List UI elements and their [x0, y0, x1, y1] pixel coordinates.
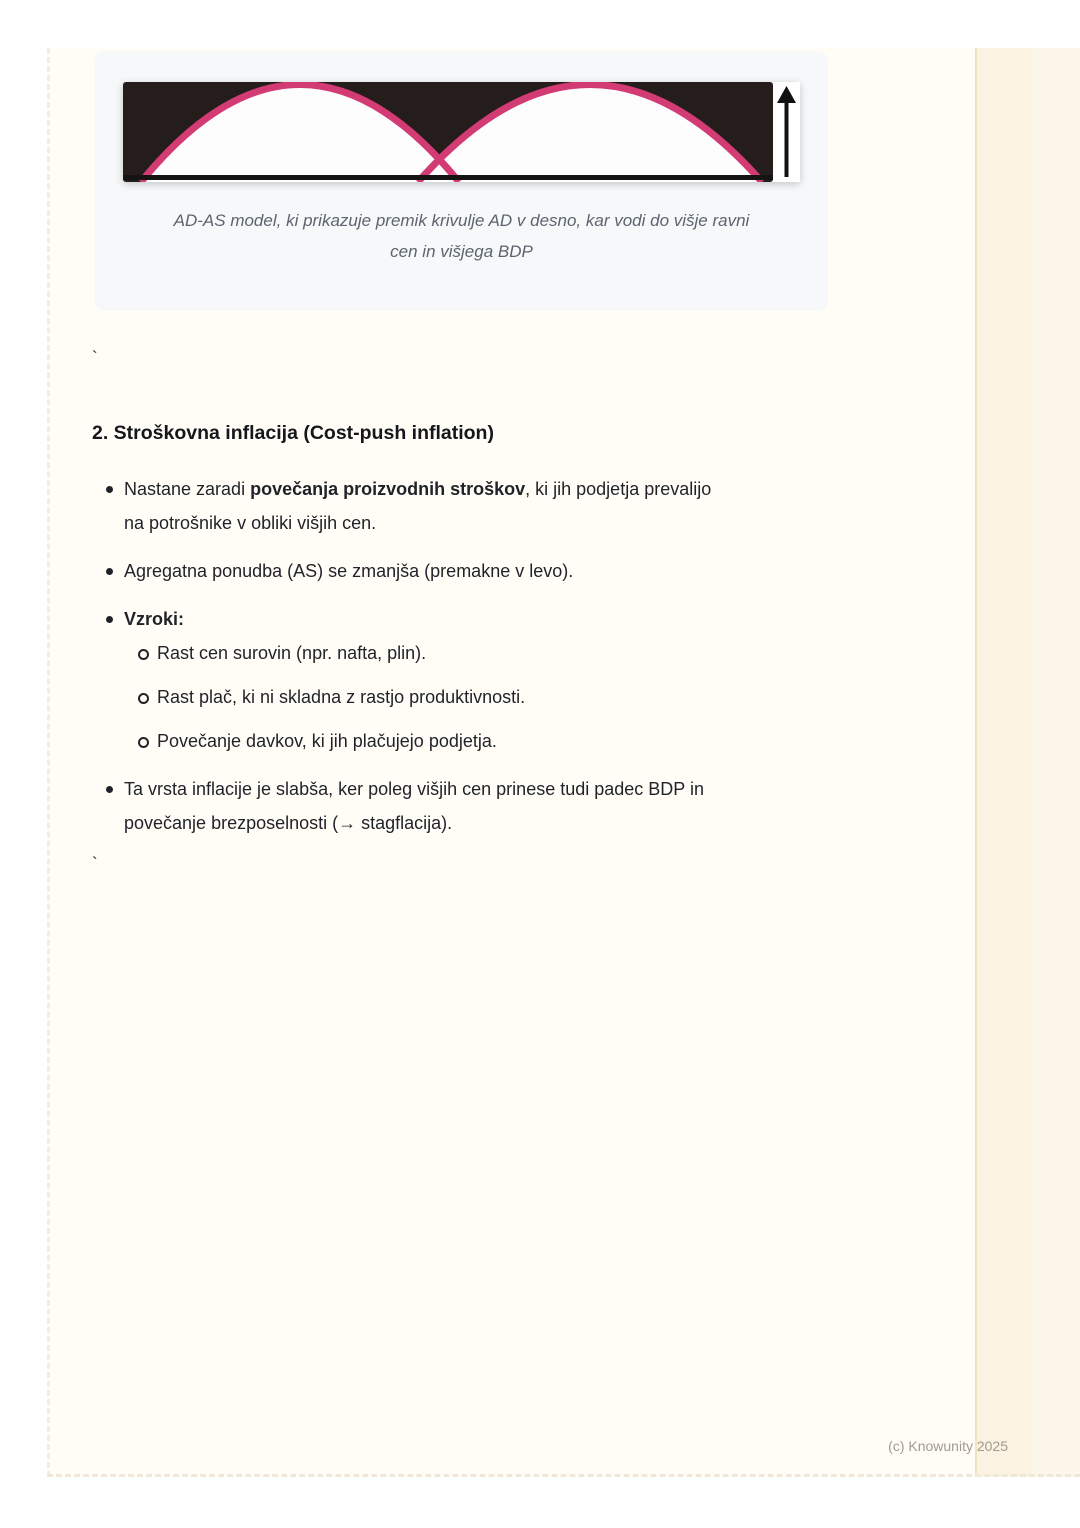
- list-item: [92, 772, 784, 840]
- list-item: [92, 602, 784, 758]
- bullet-list: [92, 472, 784, 840]
- sub-bullet-text: Rast plač, ki ni skladna z rastjo produktivnosti.: [157, 687, 526, 707]
- list-item: [92, 554, 784, 588]
- document-page: [47, 48, 1080, 1477]
- notes-content: [92, 348, 784, 874]
- bullet-text: Agregatna ponudba (AS) se zmanjša (premakne v levo).: [124, 561, 574, 581]
- bullet-ring-icon: [138, 737, 149, 748]
- ad-as-chart-image[interactable]: [123, 82, 800, 182]
- sub-list-item: [124, 724, 784, 758]
- sub-list-item: [124, 680, 784, 714]
- bullet-dot-icon: [106, 616, 113, 623]
- bullet-label: Vzroki:: [124, 609, 185, 629]
- bullet-ring-icon: [138, 693, 149, 704]
- stray-backtick-bottom: `: [92, 854, 98, 873]
- bullet-dot-icon: [106, 786, 113, 793]
- figure-caption: [95, 205, 828, 267]
- chart-baseline: [123, 175, 773, 180]
- figure-card: [95, 51, 828, 311]
- bullet-text-bold: povečanja proizvodnih stroškov: [250, 479, 526, 499]
- copyright-note: (c) Knowunity 2025: [888, 1438, 1008, 1454]
- bullet-ring-icon: [138, 649, 149, 660]
- section-heading: 2. Stroškovna inflacija (Cost-push inflation): [92, 422, 494, 444]
- sub-list-item: [124, 636, 784, 670]
- figure-caption-line1: AD-AS model, ki prikazuje premik krivulje AD v desno, kar vodi do višje ravni: [173, 211, 750, 230]
- page-right-margin-band: [977, 48, 1032, 1477]
- bullet-dot-icon: [106, 486, 113, 493]
- figure-caption-line2: cen in višjega BDP: [390, 242, 533, 261]
- sub-bullet-list: [124, 636, 784, 758]
- stray-backtick-top: `: [92, 348, 98, 367]
- sub-bullet-text: Rast cen surovin (npr. nafta, plin).: [157, 643, 427, 663]
- bullet-text-line2: povečanje brezposelnosti (→ stagflacija).: [124, 813, 453, 833]
- bullet-text-line1: Ta vrsta inflacije je slabša, ker poleg višjih cen prinese tudi padec BDP in: [124, 779, 704, 799]
- bullet-text-suffix: , ki jih podjetja prevalijo: [525, 479, 712, 499]
- bullet-text-prefix: Nastane zaradi: [124, 479, 251, 499]
- list-item: [92, 472, 784, 540]
- bullet-text-wrap: na potrošnike v obliki višjih cen.: [124, 513, 377, 533]
- sub-bullet-text: Povečanje davkov, ki jih plačujejo podjetja.: [157, 731, 497, 751]
- bullet-dot-icon: [106, 568, 113, 575]
- page-right-outer-band: [1032, 48, 1080, 1477]
